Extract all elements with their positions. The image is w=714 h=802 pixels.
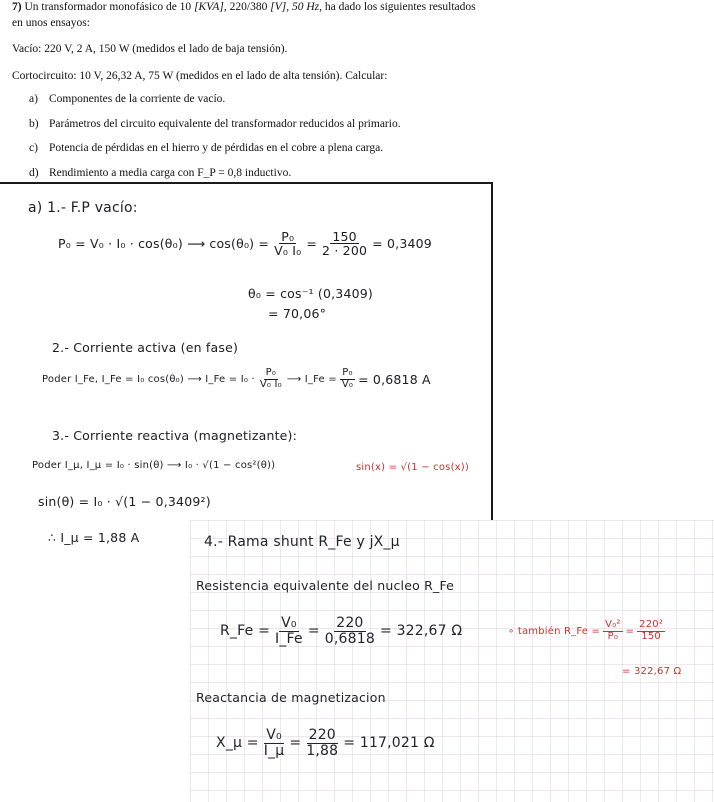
statement-pre: Un transformador monofásico de 10 xyxy=(24,1,192,13)
p0-lhs: P₀ = V₀ · I₀ · cos(θ₀) ⟶ cos(θ₀) = xyxy=(58,236,270,252)
question-item xyxy=(29,166,714,182)
step-2-heading: 2.- Corriente activa (en fase) xyxy=(52,340,239,355)
ife-frac2-den: V₀ xyxy=(341,378,354,390)
rfe-eq: = xyxy=(307,623,320,640)
question-text: Parámetros del circuito equivalente del transformador reducidos al primario. xyxy=(49,117,401,130)
voltage-unit: [V] xyxy=(270,1,287,13)
part-a-heading: a) 1.- F.P vacío: xyxy=(28,200,138,216)
question-item xyxy=(29,141,714,157)
question-text: Potencia de pérdidas en el hierro y de pérdidas en el cobre a plena carga. xyxy=(49,142,384,155)
frequency: 50 Hz xyxy=(291,1,320,13)
p0-frac2-den: 2 · 200 xyxy=(322,243,368,259)
xmu-frac-num: V₀ xyxy=(266,727,282,743)
p0-frac-den: V₀ I₀ xyxy=(274,243,302,259)
xmu-fraction xyxy=(262,728,287,758)
xmu-fraction-2 xyxy=(304,728,340,758)
question-label: d) xyxy=(29,166,39,179)
question-label: c) xyxy=(29,142,38,155)
question-item xyxy=(29,92,714,108)
xmu-lhs: X_μ = xyxy=(216,735,259,752)
p0-result: = 0,3409 xyxy=(372,236,432,252)
rfe-title: Resistencia equivalente del nucleo R_Fe xyxy=(196,578,455,593)
p0-fraction-2 xyxy=(320,230,369,257)
alt-result: = 322,67 Ω xyxy=(622,666,682,677)
rfe-fraction-2 xyxy=(323,616,377,646)
alt-fraction-2 xyxy=(637,620,665,642)
imu-result: ∴ I_μ = 1,88 A xyxy=(48,530,140,545)
xmu-frac2-den: 1,88 xyxy=(306,742,339,759)
step-3-heading: 3.- Corriente reactiva (magnetizante): xyxy=(52,428,298,443)
ife-frac-den: V₀ I₀ xyxy=(259,378,282,390)
reactive-current-equation: Poder I_μ, I_μ = I₀ · sin(θ) ⟶ I₀ · √(1 − cos²(θ)) xyxy=(32,460,276,471)
ife-mid: ⟶ I_Fe = xyxy=(286,373,337,385)
ife-lhs: Poder I_Fe, I_Fe = I₀ cos(θ₀) ⟶ I_Fe = I₀ · xyxy=(42,373,255,385)
p0-frac2-num: 150 xyxy=(332,229,357,244)
ife-fraction-2 xyxy=(340,368,355,390)
alt-fraction xyxy=(603,620,622,642)
alt-prefix: ∘ también R_Fe = xyxy=(508,625,601,637)
question-text: Componentes de la corriente de vacío. xyxy=(49,93,226,106)
p0-fraction xyxy=(272,230,303,257)
question-text: Rendimiento a media carga con F_P = 0,8 inductivo. xyxy=(49,166,292,179)
p0-frac-num: P₀ xyxy=(281,229,295,244)
question-label: a) xyxy=(29,93,38,106)
alt-frac2-den: 150 xyxy=(641,630,661,642)
alt-frac-num: V₀² xyxy=(605,619,621,630)
question-list xyxy=(12,92,714,181)
power-factor-equation xyxy=(58,230,432,257)
statement-line2: en unos ensayos: xyxy=(12,16,90,29)
rfe-fraction xyxy=(273,616,305,646)
theta-line-2: = 70,06° xyxy=(268,306,327,321)
ife-frac2-num: P₀ xyxy=(342,367,353,378)
active-current-equation xyxy=(42,368,431,390)
rating: [KVA] xyxy=(194,1,224,13)
rfe-result: = 322,67 Ω xyxy=(379,623,463,640)
sin-equation: sin(θ) = I₀ · √(1 − 0,3409²) xyxy=(38,494,211,509)
rfe-lhs: R_Fe = xyxy=(220,623,271,640)
ife-fraction xyxy=(258,368,284,390)
test-vacio: Vacío: 220 V, 2 A, 150 W (medidos el lado de baja tensión). xyxy=(12,43,288,56)
theta-line-1: θ₀ = cos⁻¹ (0,3409) xyxy=(248,286,373,301)
rfe-frac2-den: 0,6818 xyxy=(324,630,375,647)
xmu-equation xyxy=(216,728,435,758)
trig-identity: sin(x) = √(1 − cos(x)) xyxy=(356,462,470,473)
xmu-eq: = xyxy=(289,735,302,752)
problem-statement xyxy=(0,0,714,182)
voltage: 220/380 xyxy=(229,1,268,13)
problem-number: 7) xyxy=(12,1,22,13)
alt-eq: = xyxy=(625,625,635,637)
handwritten-sheet-2 xyxy=(190,520,714,802)
alt-frac-den: P₀ xyxy=(607,630,619,642)
problem-title: 7) Un transformador monofásico de 10 [KVA], 220/380 [V], 50 Hz, ha dado los siguientes resultados en unos ensayos: xyxy=(12,1,476,29)
statement-post: , ha dado los siguientes resultados xyxy=(319,1,476,13)
alt-frac2-num: 220² xyxy=(639,619,664,630)
p0-eq: = xyxy=(306,236,317,252)
rfe-frac-den: I_Fe xyxy=(275,630,303,647)
rfe-frac-num: V₀ xyxy=(281,615,297,631)
ife-result: = 0,6818 A xyxy=(358,371,431,387)
rfe-alternative xyxy=(508,620,668,642)
rfe-equation xyxy=(220,616,462,646)
test-cortocircuito: Cortocircuito: 10 V, 26,32 A, 75 W (medidos en el lado de alta tensión). Calcular: xyxy=(12,69,388,82)
step-4-heading: 4.- Rama shunt R_Fe y jX_μ xyxy=(204,534,400,550)
rfe-frac2-num: 220 xyxy=(336,615,364,631)
xmu-title: Reactancia de magnetizacion xyxy=(196,690,386,705)
xmu-frac2-num: 220 xyxy=(308,727,336,743)
question-item xyxy=(29,117,714,133)
question-label: b) xyxy=(29,117,39,130)
xmu-frac-den: I_μ xyxy=(263,742,285,759)
ife-frac-num: P₀ xyxy=(265,367,277,378)
xmu-result: = 117,021 Ω xyxy=(343,735,435,752)
